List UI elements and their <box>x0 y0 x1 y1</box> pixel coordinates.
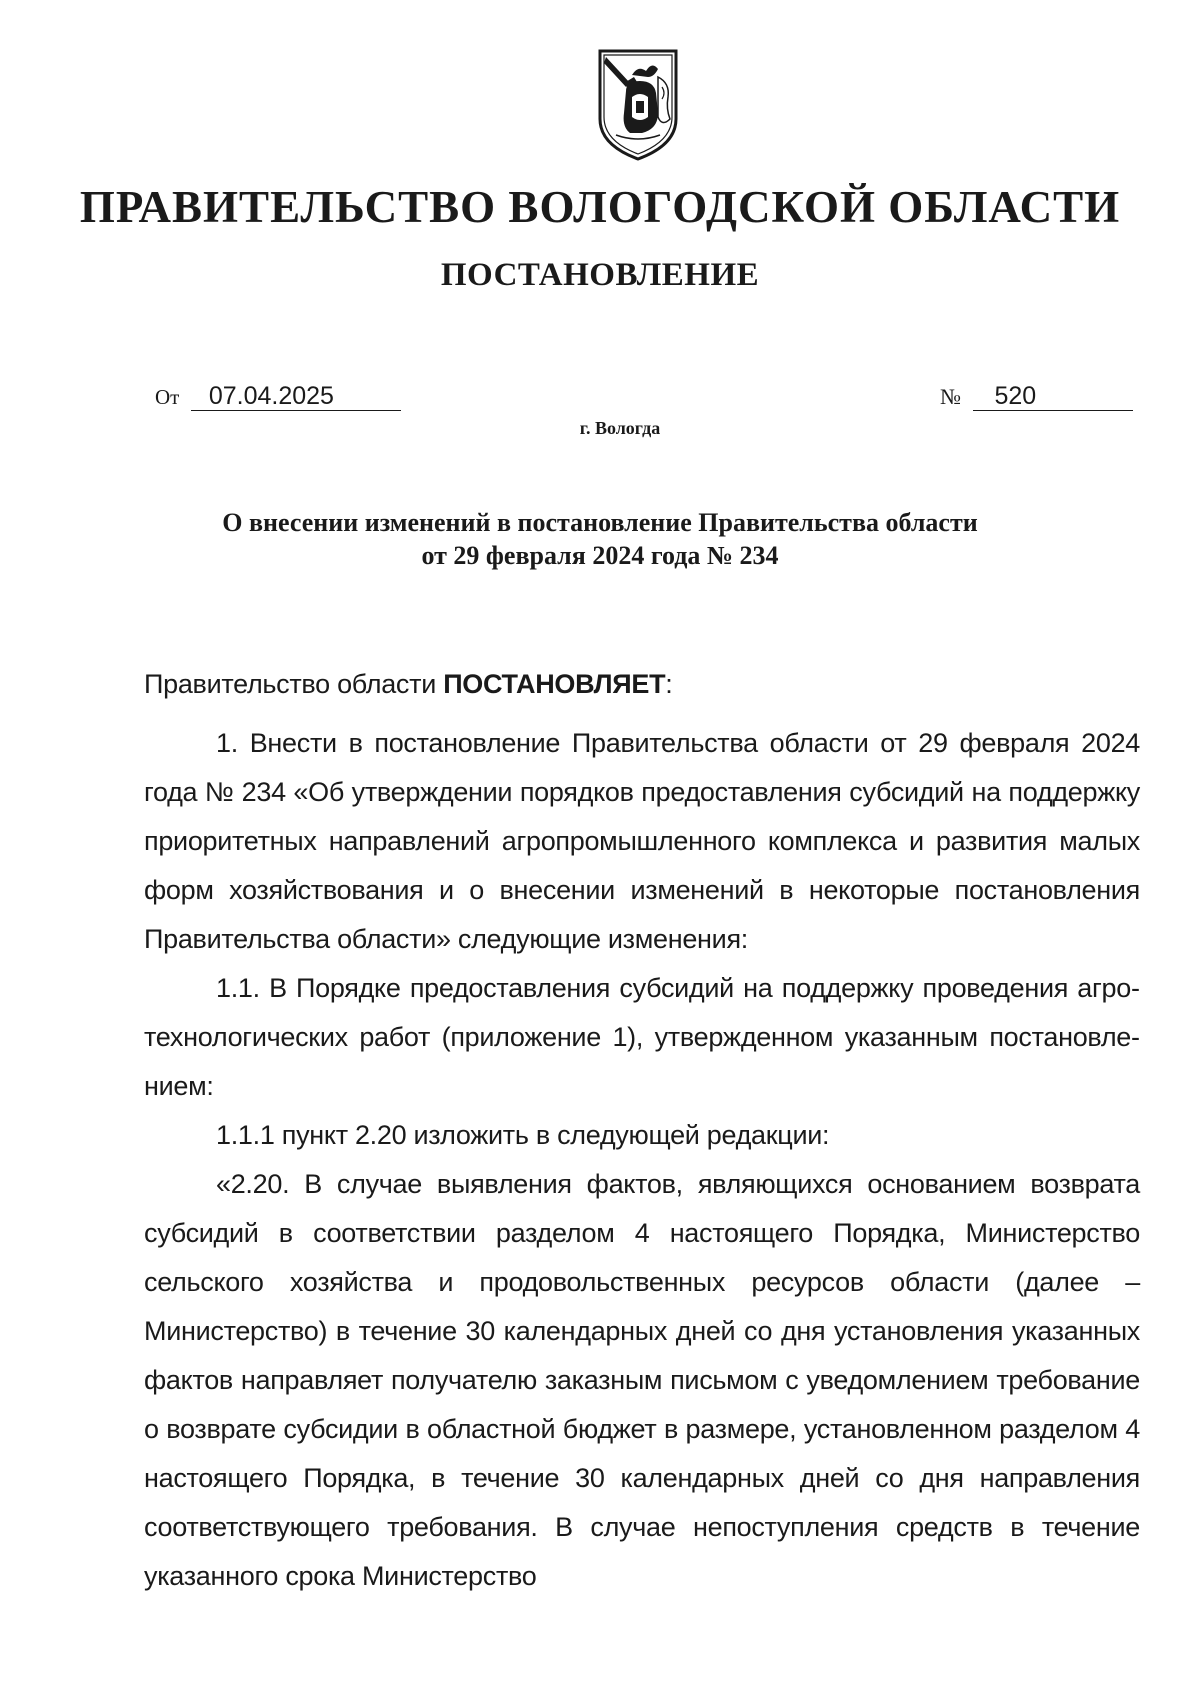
date-value: 07.04.2025 <box>191 382 401 411</box>
subject-line-2: от 29 февраля 2024 года № 234 <box>421 541 779 570</box>
government-title: ПРАВИТЕЛЬСТВО ВОЛОГОДСКОЙ ОБЛАСТИ <box>79 182 1121 232</box>
document-subject <box>0 506 1200 572</box>
paragraph-1-1-1: 1.1.1 пункт 2.20 изложить в следующей редакции: <box>216 1120 830 1150</box>
vologda-coat-of-arms-icon <box>596 47 680 163</box>
paragraph-2-20: «2.20. В случае выявления фактов, являющихся основанием возврата субсидий в соответствии разделом 4 настоящего Порядка, Министерство сельского хозяйства и продовольственных ресурсов области (далее – Министерство) в течение 30 календарных дней со дня установления указанных фактов направляет получателю заказным письмом с уведомлением требование о возврате субсидии в областной бюджет в размере, установленном разделом 4 настоящего Порядка, в течение 30 календарных дней со дня направления соответствующего требования. В случае непоступления средств в течение указанного срока Министерство <box>144 1169 1140 1591</box>
intro-bold: ПОСТАНОВЛЯЕТ <box>443 669 666 699</box>
number-prefix: № <box>940 384 961 409</box>
paragraph-1-1: 1.1. В Порядке предоставления субсидий на поддержку проведения агротехнологических работ (приложение 1), утвержденном указанным постановлением: <box>144 973 1140 1101</box>
paragraph-1: 1. Внести в постановление Правительства области от 29 февраля 2024 года № 234 «Об утверждении порядков предоставления субсидий на поддержку приоритетных направлений агропромышленного комплекса и развития малых форм хозяйствования и о внесении изменений в некоторые постановления Правительства области» следующие изменения: <box>144 728 1140 954</box>
document-body <box>144 660 1140 1601</box>
intro-colon: : <box>665 669 673 699</box>
document-type: ПОСТАНОВЛЕНИЕ <box>440 257 760 293</box>
city-label: г. Вологда <box>579 418 661 438</box>
date-prefix: От <box>155 385 180 409</box>
intro-text: Правительство области <box>144 669 444 699</box>
document-number <box>940 382 1133 411</box>
document-date <box>155 382 401 411</box>
number-value: 520 <box>973 382 1133 411</box>
intro-paragraph <box>144 660 1140 709</box>
subject-line-1: О внесении изменений в постановление Правительства области <box>222 508 978 537</box>
